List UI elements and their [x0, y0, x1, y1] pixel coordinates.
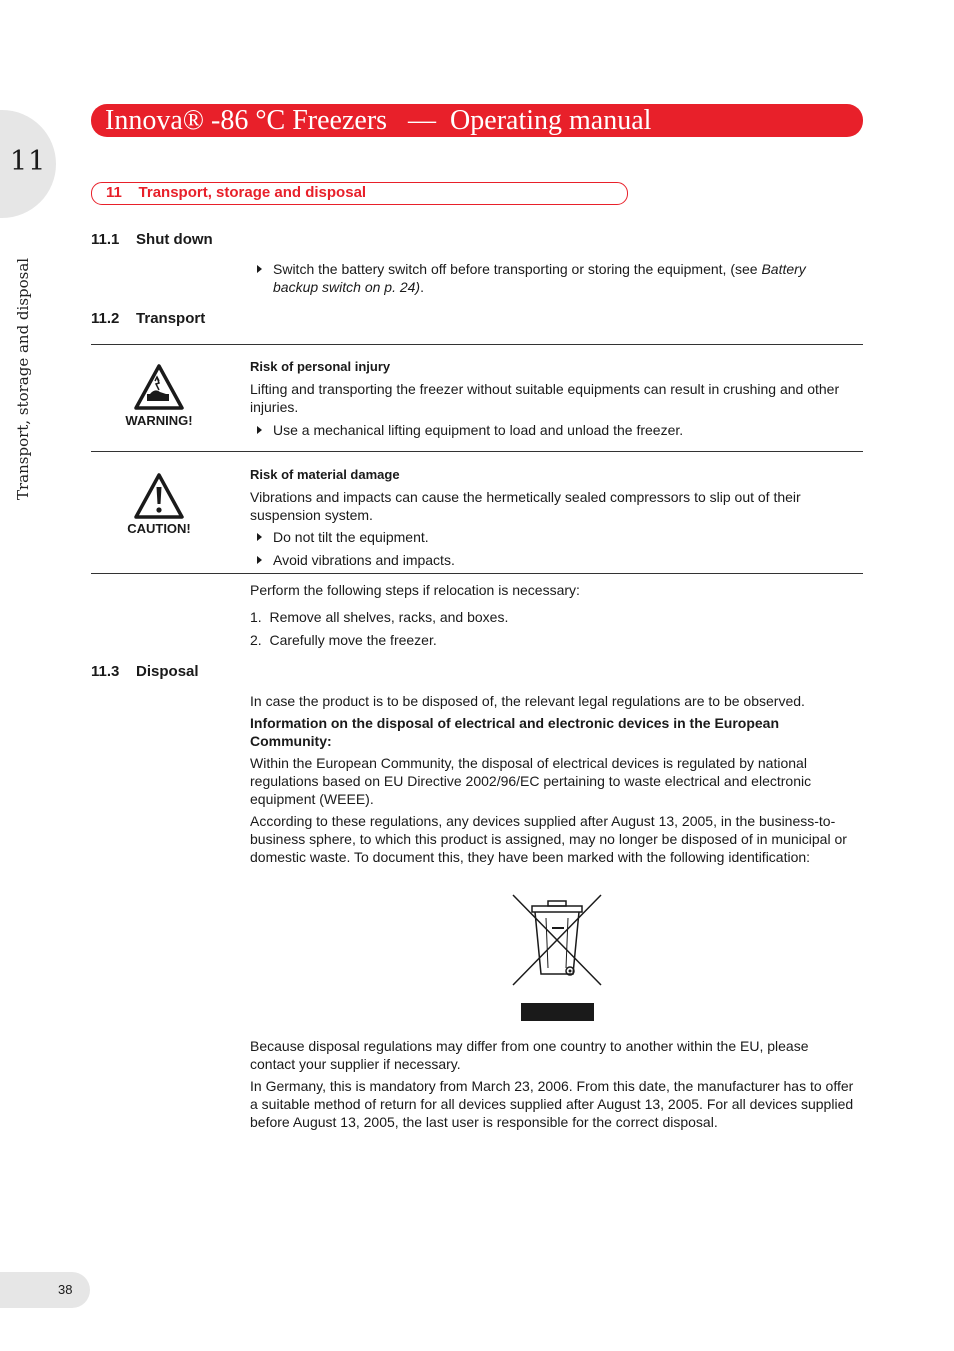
chapter-number: 11 — [10, 146, 47, 177]
header-bar — [91, 104, 863, 137]
warning-label: WARNING! — [125, 413, 193, 428]
section-title-box — [91, 182, 628, 205]
heading-shut-down: 11.1 Shut down — [91, 231, 213, 248]
divider — [91, 344, 863, 345]
caution-title: Risk of material damage — [250, 467, 400, 482]
heading-transport: 11.2 Transport — [91, 310, 206, 327]
disposal-info-heading: Information on the disposal of electrical and electronic devices in the European Community: — [250, 715, 780, 749]
caution-label: CAUTION! — [127, 521, 191, 536]
section-title: 11 Transport, storage and disposal — [106, 184, 367, 201]
disposal-paragraph-5: Because disposal regulations may differ from one country to another within the EU, please contact your supplier if necessary. — [250, 1038, 809, 1072]
disposal-paragraph-1: In case the product is to be disposed of, the relevant legal regulations are to be observed. — [250, 693, 805, 709]
warning-text: Lifting and transporting the freezer without suitable equipments can result in crushing and other injuries. — [250, 381, 840, 415]
shutdown-bullet-suffix: . — [420, 279, 424, 295]
warning-bullet: Use a mechanical lifting equipment to load and unload the freezer. — [273, 421, 853, 439]
divider — [91, 451, 863, 452]
page-number-tab — [0, 1272, 90, 1308]
relocation-intro: Perform the following steps if relocation is necessary: — [250, 582, 580, 598]
shutdown-bullet — [273, 260, 853, 296]
manual-title: Innova® -86 °C Freezers — Operating manual — [105, 105, 652, 136]
weee-crossed-bin-icon — [508, 892, 606, 1024]
side-chapter-label: Transport, storage and disposal — [14, 257, 32, 500]
relocation-step-1: 1. Remove all shelves, racks, and boxes. — [250, 609, 509, 625]
caution-bullet-1: Do not tilt the equipment. — [273, 528, 853, 546]
caution-exclamation-icon — [133, 472, 185, 520]
disposal-paragraph-6: In Germany, this is mandatory from March 23, 2006. From this date, the manufacturer has to offer a suitable method of return for all devices supplied after August 13, 2005. For all devices supplied before August 13, 2005, the last user is responsible for the correct disposal. — [250, 1078, 854, 1130]
caution-bullet-2: Avoid vibrations and impacts. — [273, 551, 853, 569]
disposal-paragraph-3: Within the European Community, the disposal of electrical devices is regulated by national regulations based on EU Directive 2002/96/EC pertaining to waste electrical and electronic equipment (WEEE). — [250, 755, 812, 807]
heading-disposal: 11.3 Disposal — [91, 663, 199, 680]
shutdown-bullet-ref: Battery backup switch on p. 24) — [273, 261, 806, 295]
divider — [91, 573, 863, 574]
shutdown-bullet-text: Switch the battery switch off before transporting or storing the equipment, (see — [273, 261, 762, 277]
warning-crush-icon — [133, 363, 185, 411]
caution-text: Vibrations and impacts can cause the hermetically sealed compressors to slip out of their suspension system. — [250, 489, 801, 523]
relocation-step-2: 2. Carefully move the freezer. — [250, 632, 437, 648]
warning-title: Risk of personal injury — [250, 359, 391, 374]
page-number: 38 — [58, 1282, 73, 1297]
chapter-tab — [0, 110, 56, 218]
disposal-paragraph-4: According to these regulations, any devices supplied after August 13, 2005, in the business-to-business sphere, to which this product is assigned, may no longer be disposed of in municipal or domestic waste. To document this, they have been marked with the following identification: — [250, 813, 847, 865]
